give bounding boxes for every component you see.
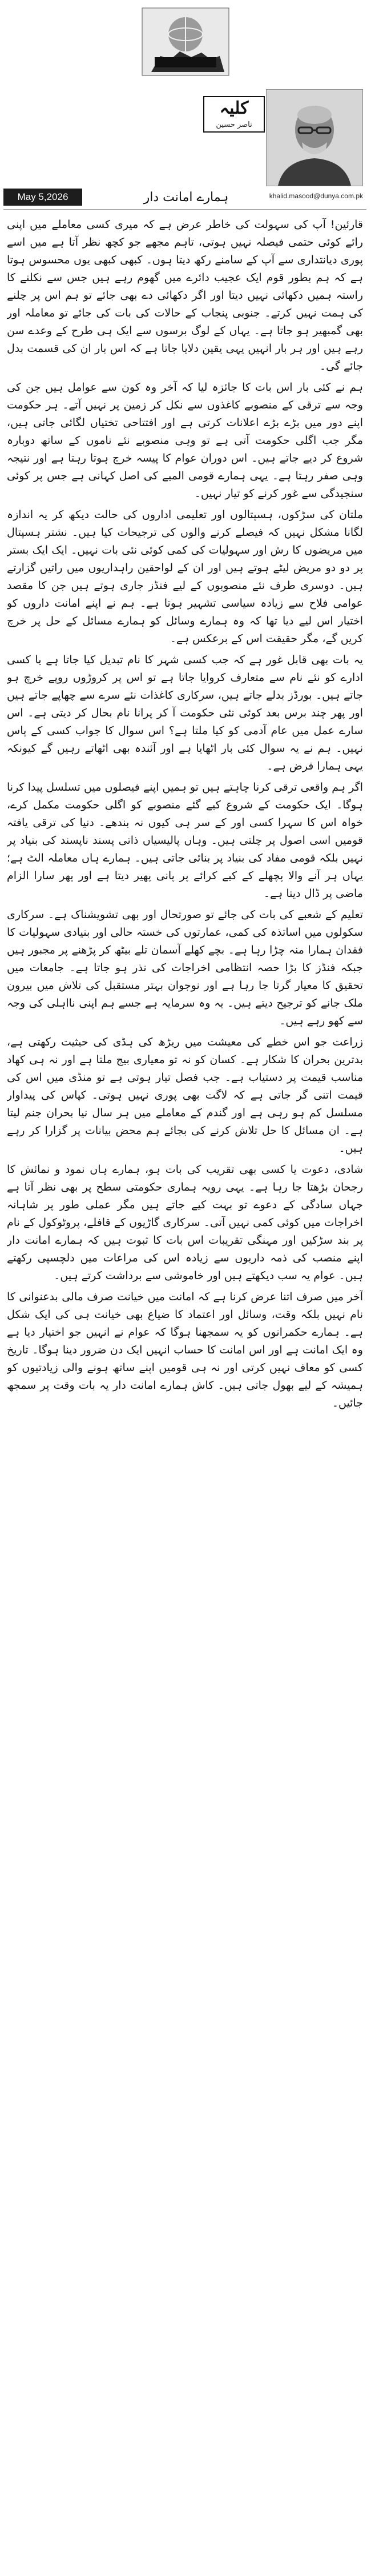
- paragraph: شادی، دعوت یا کسی بھی تقریب کی بات ہو، ہمارے ہاں نمود و نمائش کا رجحان بڑھتا جا رہا ہے۔ یہی رویہ ہماری حکومتی سطح پر بھی نظر آتا ہے جہاں سادگی کے دعوے تو بہت کیے جاتے ہیں مگر عملی طور پر شاہانہ اخراجات میں کوئی کمی نہیں آتی۔ سرکاری گاڑیوں کے قافلے، پروٹوکول کے نام پر بند سڑکیں اور مہنگی تقریبات اس بات کا ثبوت ہیں کہ ہمارے امانت دار اپنے منصب کی ذمہ داریوں سے زیادہ اس کی مراعات میں دلچسپی رکھتے ہیں۔ عوام یہ سب دیکھتے ہیں اور خاموشی سے برداشت کرتے ہیں۔: [7, 1163, 363, 1282]
- author-email: khalid.masood@dunya.com.pk: [269, 192, 363, 200]
- paragraph: تعلیم کے شعبے کی بات کی جائے تو صورتحال اور بھی تشویشناک ہے۔ سرکاری سکولوں میں اساتذہ کی کمی، عمارتوں کی خستہ حالی اور بنیادی سہولیات کا فقدان ہمارا منہ چڑا رہا ہے۔ بچے کھلے آسمان تلے بیٹھ کر پڑھنے پر مجبور ہیں جبکہ فنڈز کا بڑا حصہ انتظامی اخراجات کی نذر ہو جاتا ہے۔ جامعات میں تحقیق کا معیار گرتا جا رہا ہے اور نوجوان بہتر مستقبل کی تلاش میں بیرون ملک جانے کو ترجیح دیتے ہیں۔ یہ وہ سرمایہ ہے جسے ہم اپنی نااہلی کی وجہ سے کھو رہے ہیں۔: [7, 908, 363, 1027]
- paragraph: آخر میں صرف اتنا عرض کرنا ہے کہ امانت میں خیانت صرف مالی بدعنوانی کا نام نہیں بلکہ وقت، وسائل اور اعتماد کا ضیاع بھی خیانت ہی کی ایک شکل ہے۔ ہمارے حکمرانوں کو یہ سمجھنا ہوگا کہ عوام نے انہیں جو اختیار دیا ہے وہ ایک امانت ہے اور اس امانت کا حساب انہیں ایک دن ضرور دینا ہوگا۔ تاریخ کسی کو معاف نہیں کرتی اور نہ ہی قومیں اپنے ساتھ ہونے والی زیادتیوں کو ہمیشہ کے لیے بھول جاتی ہیں۔ کاش ہمارے امانت دار یہ بات وقت پر سمجھ جائیں۔: [7, 1291, 363, 1409]
- paragraph: قارئین! آپ کی سہولت کی خاطر عرض ہے کہ میری کسی معاملے میں اپنی رائے کوئی حتمی فیصلہ نہیں ہوتی، تاہم مجھے جو کچھ نظر آتا ہے میں اسے پوری دیانتداری سے آپ کے سامنے رکھ دیتا ہوں۔ کبھی کبھی یوں محسوس ہوتا ہے کہ ہم بطور قوم ایک عجیب دائرے میں گھوم رہے ہیں جس سے نکلنے کا راستہ ہمیں دکھائی نہیں دیتا اور اگر دکھائی دے بھی جائے تو ہم اس پر چلنے کی ہمت نہیں کرتے۔ جنوبی پنجاب کے حالات کی بات کی جائے تو معاملہ اور بھی گمبھیر ہو جاتا ہے۔ یہاں کے لوگ برسوں سے ایک ہی طرح کے وعدے سن رہے ہیں اور ہر بار انہیں یہی یقین دلایا جاتا ہے کہ اس بار ان کی قسمت بدل جائے گی۔: [7, 218, 363, 372]
- header-divider: [3, 209, 366, 210]
- author-name: ناصر حسین: [216, 121, 252, 129]
- paragraph: ملتان کی سڑکوں، ہسپتالوں اور تعلیمی اداروں کی حالت دیکھ کر یہ اندازہ لگانا مشکل نہیں کہ فیصلے کرنے والوں کی ترجیحات کیا ہیں۔ نشتر ہسپتال میں مریضوں کا رش اور سہولیات کی کمی کوئی نئی بات نہیں۔ ایک ایک بستر پر دو دو مریض لیٹے ہوتے ہیں اور ان کے لواحقین راہداریوں میں راتیں گزارتے ہیں۔ دوسری طرف نئے منصوبوں کے لیے فنڈز جاری ہوتے ہیں جن کا مقصد عوامی فلاح سے زیادہ سیاسی تشہیر ہوتا ہے۔ ہم نے اپنے امانت داروں کو اختیار اس لیے دیا تھا کہ وہ ہمارے وسائل کو ہمارے مسائل کے حل پر خرچ کریں گے، مگر حقیقت اس کے برعکس ہے۔: [7, 508, 363, 645]
- kalam-badge: [203, 96, 265, 133]
- dunya-masthead-logo: [140, 5, 231, 79]
- masthead: [0, 0, 371, 85]
- paragraph: ہم نے کئی بار اس بات کا جائزہ لیا کہ آخر وہ کون سے عوامل ہیں جن کی وجہ سے ترقی کے منصوبے کاغذوں سے نکل کر زمین پر نہیں آتے۔ ہر حکومت اپنے دور میں بڑے بڑے اعلانات کرتی ہے اور افتتاحی تختیاں لگائی جاتی ہیں، مگر جب اگلی حکومت آتی ہے تو وہی منصوبے نئے ناموں کے ساتھ دوبارہ شروع کر دیے جاتے ہیں۔ اس دوران عوام کا پیسہ خرچ ہوتا رہتا ہے اور نتیجہ وہی صفر رہتا ہے۔ یہی ہمارے قومی المیے کی اصل کہانی ہے جس پر کوئی سنجیدگی سے غور کرنے کو تیار نہیں۔: [7, 381, 363, 500]
- date-badge: May 5,2026: [3, 189, 82, 206]
- article-body: [7, 216, 363, 2564]
- author-portrait-icon: [266, 89, 363, 186]
- column-header: [3, 86, 366, 206]
- paragraph: اگر ہم واقعی ترقی کرنا چاہتے ہیں تو ہمیں اپنے فیصلوں میں تسلسل پیدا کرنا ہوگا۔ ایک حکومت کے شروع کیے گئے منصوبے کو اگلی حکومت مکمل کرے، خواہ اس کا سہرا کسی اور کے سر ہی کیوں نہ بندھے۔ دنیا کی ترقی یافتہ قومیں اسی اصول پر چلتی ہیں۔ وہاں پالیسیاں ذاتی پسند ناپسند کی بنیاد پر نہیں بلکہ قومی مفاد کی بنیاد پر بنائی جاتی ہیں۔ ہمارے ہاں معاملہ الٹ ہے؛ یہاں ہر آنے والا پچھلے کے کیے کرائے پر پانی پھیر دیتا ہے اور پھر سارا الزام ماضی پر ڈال دیتا ہے۔: [7, 781, 363, 900]
- paragraph: زراعت جو اس خطے کی معیشت میں ریڑھ کی ہڈی کی حیثیت رکھتی ہے، بدترین بحران کا شکار ہے۔ کسان کو نہ تو معیاری بیج ملتا ہے اور نہ ہی کھاد مناسب قیمت پر دستیاب ہے۔ جب فصل تیار ہوتی ہے تو منڈی میں اس کی قیمت اتنی گر جاتی ہے کہ لاگت بھی پوری نہیں ہوتی۔ کپاس کی پیداوار مسلسل کم ہو رہی ہے اور گندم کے معاملے میں ہر سال نیا بحران جنم لیتا ہے۔ ان مسائل کا حل تلاش کرنے کی بجائے ہم محض بیانات پر گزارا کر رہے ہیں۔: [7, 1036, 363, 1155]
- paragraph: یہ بات بھی قابل غور ہے کہ جب کسی شہر کا نام تبدیل کیا جاتا ہے یا کسی ادارے کو نئے نام سے متعارف کروایا جاتا ہے تو اس پر کروڑوں روپے خرچ ہو جاتے ہیں۔ بورڈز بدلے جاتے ہیں، سرکاری کاغذات نئے سرے سے چھاپے جاتے ہیں اور پھر چند برس بعد کوئی نئی حکومت آ کر پرانا نام بحال کر دیتی ہے۔ اس سارے عمل میں عام آدمی کو کیا ملتا ہے؟ اس سوال کا جواب کسی کے پاس نہیں۔ ہم نے یہ سوال کئی بار اٹھایا ہے اور آئندہ بھی اٹھاتے رہیں گے کیونکہ یہی ہمارا فرض ہے۔: [7, 654, 363, 772]
- kalam-label: کلیہ: [219, 98, 249, 118]
- column-title: ہمارے امانت دار: [143, 190, 229, 205]
